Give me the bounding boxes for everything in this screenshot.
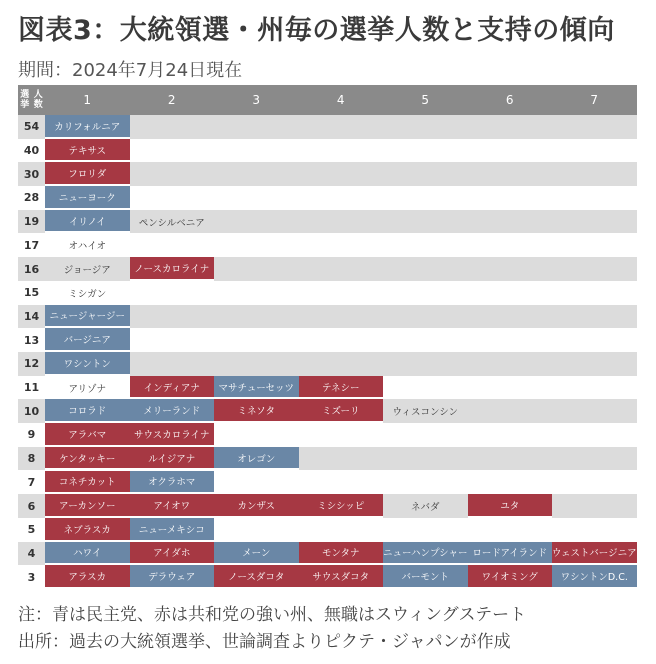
state-cell: ワイオミング — [468, 565, 553, 589]
state-cell: ロードアイランド — [468, 542, 553, 566]
state-cell: アラバマ — [45, 423, 130, 447]
state-cell: ニュージャージー — [45, 305, 130, 329]
state-cell: ノースダコタ — [214, 565, 299, 589]
state-cell: ペンシルベニア — [138, 217, 205, 229]
row-label-votes: 4 — [27, 546, 36, 560]
state-cell: テキサス — [45, 139, 130, 163]
row-label-votes: 17 — [23, 238, 40, 252]
row-label-votes: 11 — [23, 381, 40, 395]
row-label-votes: 15 — [23, 286, 40, 300]
row-label-votes: 6 — [27, 499, 36, 513]
state-cell: ワシントンD.C. — [552, 565, 637, 589]
row-label-votes: 28 — [23, 191, 40, 205]
row-label-votes: 3 — [27, 570, 36, 584]
state-cell: イリノイ — [45, 210, 130, 234]
state-cell: コネチカット — [45, 471, 130, 495]
state-cell: コロラド — [45, 399, 130, 423]
row-label-votes: 40 — [23, 144, 40, 158]
footnote: 注：青は民主党、赤は共和党の強い州、無職はスウィングステート — [18, 605, 527, 625]
row-label-votes: 19 — [23, 215, 40, 229]
state-cell: オクラホマ — [130, 471, 215, 495]
state-cell: アーカンソー — [45, 494, 130, 518]
header-corner-line: 人数 — [33, 90, 43, 110]
column-header-4: 4 — [299, 85, 384, 115]
state-cell: マサチューセッツ — [214, 376, 299, 400]
column-header-7: 7 — [552, 85, 637, 115]
state-cell: ネバダ — [411, 502, 440, 514]
state-cell: オハイオ — [68, 241, 107, 253]
source-note: 出所：過去の大統領選挙、世論調査よりピクテ・ジャパンが作成 — [18, 632, 511, 652]
state-cell: インディアナ — [130, 376, 215, 400]
state-cell: サウスダコタ — [299, 565, 384, 589]
row-label-votes: 13 — [23, 333, 40, 347]
state-cell: アイオワ — [130, 494, 215, 518]
column-header-5: 5 — [383, 85, 468, 115]
state-cell: モンタナ — [299, 542, 384, 566]
state-cell: ジョージア — [63, 265, 111, 277]
row-label-votes: 14 — [23, 309, 40, 323]
row-label-votes: 10 — [23, 404, 40, 418]
state-cell: デラウェア — [130, 565, 215, 589]
header-corner-label — [18, 85, 45, 115]
state-cell: ユタ — [468, 494, 553, 518]
state-cell: バーモント — [383, 565, 468, 589]
state-cell: ニューハンプシャー — [383, 542, 468, 566]
state-cell: ワシントン — [45, 352, 130, 376]
state-cell: アリゾナ — [68, 383, 107, 395]
state-cell: オレゴン — [214, 447, 299, 471]
state-cell: ミシシッピ — [299, 494, 384, 518]
row-label-votes: 7 — [27, 475, 36, 489]
column-header-6: 6 — [468, 85, 553, 115]
row-label-votes: 5 — [27, 523, 36, 537]
state-cell: ニューメキシコ — [130, 518, 215, 542]
state-cell: アラスカ — [45, 565, 130, 589]
state-cell: ハワイ — [45, 542, 130, 566]
row-label-votes: 30 — [23, 167, 40, 181]
column-header-2: 2 — [130, 85, 215, 115]
state-cell: ケンタッキー — [45, 447, 130, 471]
state-cell: カリフォルニア — [45, 115, 130, 139]
state-cell: フロリダ — [45, 162, 130, 186]
state-cell: ニューヨーク — [45, 186, 130, 210]
state-cell: ウェストバージニア — [552, 542, 637, 566]
state-cell: ウィスコンシン — [392, 407, 458, 419]
state-cell: テネシー — [299, 376, 384, 400]
state-cell: バージニア — [45, 328, 130, 352]
chart-subtitle: 期間：2024年7月24日現在 — [18, 60, 243, 81]
state-cell: ネブラスカ — [45, 518, 130, 542]
row-label-votes: 16 — [23, 262, 40, 276]
state-cell: ミシガン — [68, 288, 107, 300]
chart-title: 図表3：大統領選・州毎の選挙人数と支持の傾向 — [18, 15, 615, 46]
state-cell: アイダホ — [130, 542, 215, 566]
column-header-1: 1 — [45, 85, 130, 115]
state-cell: ノースカロライナ — [130, 257, 215, 281]
state-cell: カンザス — [214, 494, 299, 518]
state-cell: メーン — [214, 542, 299, 566]
state-cell: ルイジアナ — [130, 447, 215, 471]
state-cell: メリーランド — [130, 399, 215, 423]
state-cell: ミズーリ — [299, 399, 384, 423]
row-label-votes: 12 — [23, 357, 40, 371]
row-label-votes: 54 — [23, 120, 40, 134]
header-corner-line: 選挙 — [20, 90, 30, 110]
row-label-votes: 8 — [27, 452, 36, 466]
column-header-3: 3 — [214, 85, 299, 115]
state-cell: サウスカロライナ — [130, 423, 215, 447]
state-cell: ミネソタ — [214, 399, 299, 423]
row-label-votes: 9 — [27, 428, 36, 442]
